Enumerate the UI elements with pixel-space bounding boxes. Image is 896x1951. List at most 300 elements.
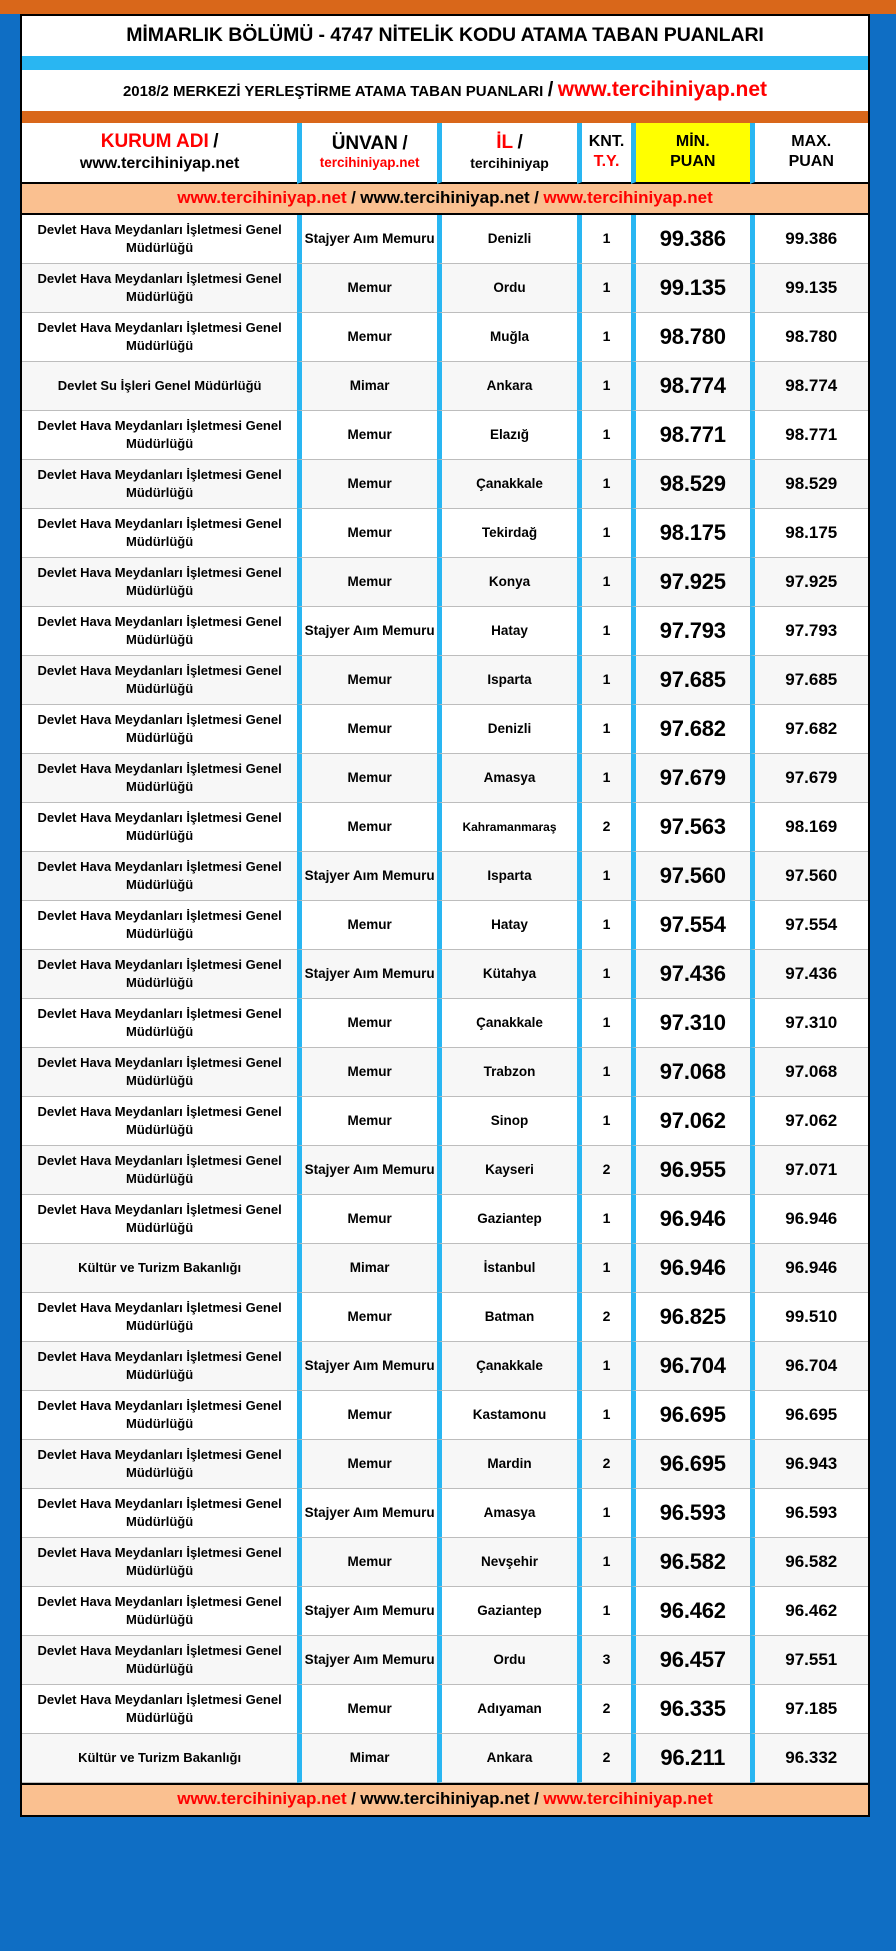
cell-min-puan <box>631 999 749 1048</box>
ad-banner-link-1[interactable]: www.tercihiniyap.net <box>177 187 347 207</box>
table-row <box>22 1146 868 1195</box>
cell-max-puan-text: 97.071 <box>785 1159 838 1179</box>
cell-max-puan <box>750 362 868 411</box>
cell-kontenjan <box>577 607 631 656</box>
ad-banner-row <box>22 184 868 215</box>
cell-il-text: Çanakkale <box>476 1014 543 1030</box>
cell-max-puan-text: 98.780 <box>785 326 838 346</box>
cell-max-puan <box>750 1538 868 1587</box>
cell-il-text: Çanakkale <box>476 475 543 491</box>
cell-min-puan <box>631 1685 749 1734</box>
column-header-il <box>437 123 577 184</box>
cell-unvan-text: Stajyer Aım Memuru <box>304 965 435 981</box>
table-row <box>22 1489 868 1538</box>
cell-min-puan <box>631 656 749 705</box>
cell-unvan-text: Memur <box>347 1063 392 1079</box>
cell-kurum-text: Devlet Hava Meydanları İşletmesi Genel Müdürlüğü <box>37 1397 282 1431</box>
table-header-row <box>22 123 868 184</box>
cell-il <box>437 509 577 558</box>
cell-il-text: Ordu <box>493 1651 526 1667</box>
cell-max-puan-text: 99.510 <box>785 1306 838 1326</box>
cell-unvan <box>297 1489 437 1538</box>
cell-max-puan-text: 97.560 <box>785 865 838 885</box>
cell-kurum-text: Devlet Hava Meydanları İşletmesi Genel Müdürlüğü <box>37 270 282 304</box>
cell-max-puan <box>750 264 868 313</box>
table-row <box>22 999 868 1048</box>
cell-kurum-text: Devlet Hava Meydanları İşletmesi Genel Müdürlüğü <box>37 858 282 892</box>
cell-kurum <box>22 1097 297 1146</box>
cell-min-puan-text: 96.335 <box>659 1695 726 1721</box>
cell-max-puan-text: 97.554 <box>785 914 838 934</box>
cell-kontenjan-text: 1 <box>602 1503 611 1520</box>
cell-kurum-text: Devlet Hava Meydanları İşletmesi Genel Müdürlüğü <box>37 319 282 353</box>
cell-il-text: Gaziantep <box>477 1602 542 1618</box>
cell-kurum-text: Devlet Hava Meydanları İşletmesi Genel Müdürlüğü <box>37 956 282 990</box>
cell-max-puan-text: 96.943 <box>785 1453 838 1473</box>
cell-min-puan-text: 98.774 <box>659 372 726 398</box>
table-row <box>22 1538 868 1587</box>
cell-min-puan <box>631 1734 749 1783</box>
cell-min-puan-text: 97.560 <box>659 862 726 888</box>
cell-il-text: Sinop <box>490 1112 529 1128</box>
cell-unvan-text: Memur <box>347 769 392 785</box>
cell-kurum <box>22 313 297 362</box>
cell-unvan-text: Memur <box>347 279 392 295</box>
cell-max-puan <box>750 1734 868 1783</box>
table-row <box>22 901 868 950</box>
cell-max-puan <box>750 558 868 607</box>
cell-kontenjan-text: 1 <box>602 376 611 393</box>
cell-max-puan-text: 98.529 <box>785 473 838 493</box>
cell-min-puan <box>631 313 749 362</box>
cell-il <box>437 264 577 313</box>
cell-min-puan-text: 97.685 <box>659 666 726 692</box>
cell-unvan <box>297 607 437 656</box>
cell-kurum <box>22 1636 297 1685</box>
cell-min-puan <box>631 362 749 411</box>
il-header-slash: / <box>517 132 523 154</box>
cell-kontenjan <box>577 411 631 460</box>
cell-unvan <box>297 1538 437 1587</box>
table-row <box>22 1048 868 1097</box>
cell-unvan-text: Mimar <box>349 1259 390 1275</box>
cell-max-puan-text: 96.946 <box>785 1208 838 1228</box>
subtitle-bar <box>20 70 870 111</box>
cell-min-puan <box>631 411 749 460</box>
cell-unvan-text: Stajyer Aım Memuru <box>304 622 435 638</box>
cell-kontenjan <box>577 754 631 803</box>
cell-kurum <box>22 1293 297 1342</box>
cell-il-text: Ordu <box>493 279 526 295</box>
footer-link-3[interactable]: www.tercihiniyap.net <box>543 1788 713 1808</box>
cell-il-text: Ankara <box>486 1749 533 1765</box>
cell-max-puan <box>750 1587 868 1636</box>
cell-kurum-text: Devlet Hava Meydanları İşletmesi Genel Müdürlüğü <box>37 221 282 255</box>
cell-min-puan-text: 96.582 <box>659 1548 726 1574</box>
cell-kurum-text: Devlet Hava Meydanları İşletmesi Genel Müdürlüğü <box>37 1054 282 1088</box>
ad-banner-sep-1: / <box>351 187 356 207</box>
cell-unvan-text: Stajyer Aım Memuru <box>304 1357 435 1373</box>
footer-link-2[interactable]: www.tercihiniyap.net <box>360 1788 530 1808</box>
column-header-min-puan <box>631 123 749 184</box>
cell-kurum-text: Kültür ve Turizm Bakanlığı <box>78 1259 242 1275</box>
subtitle-text: 2018/2 MERKEZİ YERLEŞTİRME ATAMA TABAN PUANLARI <box>122 83 544 100</box>
cell-kurum <box>22 950 297 999</box>
cell-unvan-text: Stajyer Aım Memuru <box>304 1504 435 1520</box>
cell-max-puan <box>750 901 868 950</box>
cell-kontenjan <box>577 558 631 607</box>
cell-kurum-text: Devlet Su İşleri Genel Müdürlüğü <box>57 377 262 393</box>
cell-unvan <box>297 1195 437 1244</box>
cell-il <box>437 1489 577 1538</box>
cell-il-text: Mardin <box>487 1455 532 1471</box>
cell-unvan <box>297 313 437 362</box>
cell-il-text: Kütahya <box>482 965 537 981</box>
cell-il-text: Amasya <box>483 769 536 785</box>
ad-banner-link-2[interactable]: www.tercihiniyap.net <box>360 187 530 207</box>
cell-min-puan-text: 99.386 <box>659 225 726 251</box>
cell-max-puan <box>750 950 868 999</box>
cell-max-puan-text: 96.332 <box>785 1747 838 1767</box>
cell-kurum-text: Devlet Hava Meydanları İşletmesi Genel Müdürlüğü <box>37 1152 282 1186</box>
cell-il <box>437 362 577 411</box>
cell-max-puan-text: 96.582 <box>785 1551 838 1571</box>
cell-kontenjan-text: 2 <box>602 1160 611 1177</box>
cell-kontenjan <box>577 264 631 313</box>
cell-max-puan <box>750 1293 868 1342</box>
cell-kurum-text: Devlet Hava Meydanları İşletmesi Genel Müdürlüğü <box>37 907 282 941</box>
cell-kurum-text: Devlet Hava Meydanları İşletmesi Genel Müdürlüğü <box>37 1005 282 1039</box>
cell-unvan-text: Mimar <box>349 1749 390 1765</box>
cell-il <box>437 1048 577 1097</box>
cell-max-puan <box>750 607 868 656</box>
table-row <box>22 264 868 313</box>
cell-unvan-text: Memur <box>347 818 392 834</box>
cell-min-puan <box>631 754 749 803</box>
cell-il-text: Elazığ <box>490 426 530 442</box>
cell-kontenjan <box>577 1734 631 1783</box>
cell-max-puan <box>750 1636 868 1685</box>
cell-unvan-text: Memur <box>347 1014 392 1030</box>
cell-min-puan-text: 96.593 <box>659 1499 726 1525</box>
max-header-sublabel: PUAN <box>788 152 834 170</box>
cell-max-puan-text: 97.793 <box>785 620 838 640</box>
table-row <box>22 1685 868 1734</box>
cell-max-puan-text: 97.682 <box>785 718 838 738</box>
cell-max-puan-text: 97.679 <box>785 767 838 787</box>
cell-kontenjan <box>577 313 631 362</box>
cell-kontenjan-text: 1 <box>602 1356 611 1373</box>
cell-kurum <box>22 803 297 852</box>
cell-min-puan-text: 96.704 <box>659 1352 726 1378</box>
cell-unvan <box>297 901 437 950</box>
cell-min-puan-text: 97.682 <box>659 715 726 741</box>
cell-min-puan-text: 96.457 <box>659 1646 726 1672</box>
table-body <box>22 215 868 1783</box>
cell-il <box>437 1097 577 1146</box>
cell-kontenjan-text: 1 <box>602 1111 611 1128</box>
cell-kurum <box>22 1734 297 1783</box>
cell-min-puan <box>631 1244 749 1293</box>
cell-max-puan-text: 97.310 <box>785 1012 838 1032</box>
cell-kurum <box>22 705 297 754</box>
cell-max-puan <box>750 705 868 754</box>
cell-il <box>437 558 577 607</box>
cell-max-puan <box>750 1391 868 1440</box>
column-header-max-puan <box>750 123 868 184</box>
cell-unvan <box>297 1636 437 1685</box>
cell-min-puan-text: 97.793 <box>659 617 726 643</box>
cell-min-puan <box>631 852 749 901</box>
cell-kontenjan-text: 1 <box>602 278 611 295</box>
cell-unvan <box>297 999 437 1048</box>
cell-max-puan-text: 97.436 <box>785 963 838 983</box>
cell-unvan <box>297 558 437 607</box>
footer-link-1[interactable]: www.tercihiniyap.net <box>177 1788 347 1808</box>
cell-min-puan <box>631 705 749 754</box>
cell-max-puan <box>750 1342 868 1391</box>
cell-unvan <box>297 1734 437 1783</box>
cell-min-puan-text: 97.554 <box>659 911 726 937</box>
cell-unvan <box>297 1685 437 1734</box>
footer-sep-2: / <box>534 1788 539 1808</box>
table-row <box>22 1097 868 1146</box>
table-row <box>22 509 868 558</box>
cell-kurum <box>22 264 297 313</box>
cell-unvan <box>297 362 437 411</box>
cell-kurum <box>22 411 297 460</box>
cell-il-text: Trabzon <box>483 1063 536 1079</box>
cell-kurum-text: Devlet Hava Meydanları İşletmesi Genel Müdürlüğü <box>37 417 282 451</box>
cell-min-puan-text: 97.436 <box>659 960 726 986</box>
cell-il-text: Denizli <box>487 230 532 246</box>
cell-min-puan <box>631 1587 749 1636</box>
cell-il-text: Konya <box>488 573 531 589</box>
cell-unvan <box>297 852 437 901</box>
cell-kontenjan <box>577 1293 631 1342</box>
cell-unvan <box>297 1391 437 1440</box>
cell-min-puan-text: 96.695 <box>659 1401 726 1427</box>
cell-max-puan <box>750 754 868 803</box>
kurum-header-label: KURUM ADI <box>100 131 209 152</box>
table-row <box>22 950 868 999</box>
cell-unvan <box>297 1048 437 1097</box>
cell-unvan <box>297 460 437 509</box>
il-header-label: İL <box>496 132 514 154</box>
cell-kontenjan-text: 1 <box>602 523 611 540</box>
cell-min-puan <box>631 1097 749 1146</box>
cell-unvan-text: Memur <box>347 1210 392 1226</box>
cell-kurum <box>22 607 297 656</box>
cell-kurum-text: Devlet Hava Meydanları İşletmesi Genel Müdürlüğü <box>37 1642 282 1676</box>
cell-kurum <box>22 1538 297 1587</box>
cell-kurum-text: Devlet Hava Meydanları İşletmesi Genel Müdürlüğü <box>37 1691 282 1725</box>
cell-unvan <box>297 705 437 754</box>
cell-kurum <box>22 656 297 705</box>
cell-min-puan-text: 98.780 <box>659 323 726 349</box>
cell-unvan-text: Memur <box>347 573 392 589</box>
cell-kurum-text: Devlet Hava Meydanları İşletmesi Genel Müdürlüğü <box>37 1201 282 1235</box>
cell-min-puan-text: 96.955 <box>659 1156 726 1182</box>
cell-kontenjan <box>577 362 631 411</box>
cell-il-text: Adıyaman <box>477 1700 542 1716</box>
cell-il-text: Isparta <box>487 867 532 883</box>
cell-min-puan-text: 98.529 <box>659 470 726 496</box>
cell-unvan <box>297 1293 437 1342</box>
knt-header-label: KNT. <box>588 132 625 150</box>
cell-kurum-text: Devlet Hava Meydanları İşletmesi Genel Müdürlüğü <box>37 1544 282 1578</box>
cell-max-puan-text: 96.462 <box>785 1600 838 1620</box>
cell-kontenjan-text: 1 <box>602 572 611 589</box>
page-title-bar <box>20 14 870 56</box>
cell-min-puan-text: 96.211 <box>660 1744 726 1770</box>
cell-il-text: Tekirdağ <box>481 524 538 540</box>
cell-unvan-text: Memur <box>347 475 392 491</box>
cell-min-puan-text: 99.135 <box>659 274 726 300</box>
cell-kontenjan-text: 2 <box>602 1699 611 1716</box>
cell-kurum <box>22 1244 297 1293</box>
ad-banner-link-3[interactable]: www.tercihiniyap.net <box>543 187 713 207</box>
cell-unvan <box>297 656 437 705</box>
cell-max-puan-text: 96.593 <box>785 1502 838 1522</box>
subtitle-site-link[interactable]: www.tercihiniyap.net <box>557 78 768 101</box>
cell-il-text: Amasya <box>483 1504 536 1520</box>
cell-kontenjan-text: 1 <box>602 474 611 491</box>
table-row <box>22 705 868 754</box>
footer-banner <box>20 1785 870 1817</box>
cell-max-puan <box>750 411 868 460</box>
cell-kontenjan <box>577 1538 631 1587</box>
cell-kurum-text: Devlet Hava Meydanları İşletmesi Genel Müdürlüğü <box>37 809 282 843</box>
cell-unvan-text: Memur <box>347 1112 392 1128</box>
cell-min-puan-text: 98.175 <box>659 519 726 545</box>
cell-kurum-text: Kültür ve Turizm Bakanlığı <box>78 1749 242 1765</box>
cell-kontenjan-text: 1 <box>602 327 611 344</box>
cell-kontenjan-text: 2 <box>602 1454 611 1471</box>
cell-kurum <box>22 509 297 558</box>
cell-il <box>437 1685 577 1734</box>
cell-unvan-text: Memur <box>347 916 392 932</box>
cell-kurum-text: Devlet Hava Meydanları İşletmesi Genel Müdürlüğü <box>37 1495 282 1529</box>
cell-unvan <box>297 1097 437 1146</box>
cell-il <box>437 705 577 754</box>
cell-kurum-text: Devlet Hava Meydanları İşletmesi Genel Müdürlüğü <box>37 1299 282 1333</box>
ty-header-label: T.Y. <box>593 152 620 170</box>
table-row <box>22 1734 868 1783</box>
cell-unvan-text: Memur <box>347 1700 392 1716</box>
cell-kurum-text: Devlet Hava Meydanları İşletmesi Genel Müdürlüğü <box>37 613 282 647</box>
footer-sep-1: / <box>351 1788 356 1808</box>
cell-max-puan <box>750 1195 868 1244</box>
cell-min-puan-text: 97.679 <box>659 764 726 790</box>
orange-divider-strip <box>20 111 870 123</box>
cell-min-puan <box>631 950 749 999</box>
cell-il-text: İstanbul <box>483 1259 536 1275</box>
cell-il-text: Batman <box>484 1308 535 1324</box>
cell-kurum <box>22 901 297 950</box>
cell-min-puan-text: 98.771 <box>659 421 726 447</box>
cell-max-puan-text: 97.185 <box>785 1698 838 1718</box>
cell-min-puan <box>631 1195 749 1244</box>
cell-kontenjan-text: 1 <box>602 1601 611 1618</box>
cell-max-puan <box>750 1489 868 1538</box>
cell-il-text: Nevşehir <box>480 1553 539 1569</box>
cell-max-puan-text: 97.062 <box>785 1110 838 1130</box>
cell-min-puan <box>631 509 749 558</box>
cell-kontenjan <box>577 999 631 1048</box>
cell-max-puan-text: 96.704 <box>785 1355 838 1375</box>
cell-max-puan-text: 98.774 <box>785 375 838 395</box>
cell-min-puan <box>631 1440 749 1489</box>
cell-max-puan <box>750 852 868 901</box>
cell-unvan <box>297 1244 437 1293</box>
column-header-kontenjan <box>577 123 631 184</box>
cell-unvan-text: Memur <box>347 1406 392 1422</box>
cell-kontenjan-text: 1 <box>602 425 611 442</box>
cell-kontenjan <box>577 1391 631 1440</box>
cell-kurum <box>22 1489 297 1538</box>
scores-table <box>20 123 870 1785</box>
cell-min-puan-text: 96.695 <box>659 1450 726 1476</box>
cell-kurum-text: Devlet Hava Meydanları İşletmesi Genel Müdürlüğü <box>37 1103 282 1137</box>
cell-unvan <box>297 215 437 264</box>
cell-unvan <box>297 1440 437 1489</box>
cell-kontenjan <box>577 803 631 852</box>
max-header-label: MAX. <box>791 132 832 150</box>
cell-min-puan-text: 97.925 <box>659 568 726 594</box>
cell-max-puan-text: 97.551 <box>785 1649 838 1669</box>
cell-kontenjan-text: 1 <box>602 229 611 246</box>
cell-kontenjan-text: 1 <box>602 866 611 883</box>
table-row <box>22 803 868 852</box>
cell-max-puan <box>750 313 868 362</box>
cell-kurum <box>22 1195 297 1244</box>
unvan-header-site: tercihiniyap.net <box>319 155 420 171</box>
cell-kurum-text: Devlet Hava Meydanları İşletmesi Genel Müdürlüğü <box>37 466 282 500</box>
cell-kontenjan <box>577 1587 631 1636</box>
cell-il <box>437 901 577 950</box>
table-row <box>22 1293 868 1342</box>
cell-kurum-text: Devlet Hava Meydanları İşletmesi Genel Müdürlüğü <box>37 1348 282 1382</box>
unvan-header-label: ÜNVAN <box>331 132 398 154</box>
cell-kurum <box>22 558 297 607</box>
cell-max-puan <box>750 509 868 558</box>
cell-max-puan <box>750 1685 868 1734</box>
top-orange-band <box>0 0 896 14</box>
cell-unvan-text: Stajyer Aım Memuru <box>304 1602 435 1618</box>
cell-il <box>437 852 577 901</box>
cell-unvan-text: Memur <box>347 1553 392 1569</box>
cell-kontenjan-text: 1 <box>602 621 611 638</box>
cell-il-text: Çanakkale <box>476 1357 543 1373</box>
cell-unvan <box>297 1146 437 1195</box>
table-row <box>22 607 868 656</box>
cell-kontenjan-text: 2 <box>602 1307 611 1324</box>
cell-unvan-text: Stajyer Aım Memuru <box>304 1161 435 1177</box>
cell-il-text: Ankara <box>486 377 533 393</box>
cell-kontenjan <box>577 901 631 950</box>
cell-kurum-text: Devlet Hava Meydanları İşletmesi Genel Müdürlüğü <box>37 1593 282 1627</box>
cell-max-puan-text: 96.695 <box>785 1404 838 1424</box>
cell-kontenjan-text: 1 <box>602 915 611 932</box>
cell-il <box>437 460 577 509</box>
cell-il-text: Isparta <box>487 671 532 687</box>
cell-unvan <box>297 1342 437 1391</box>
cell-unvan-text: Memur <box>347 426 392 442</box>
cell-max-puan-text: 96.946 <box>785 1257 838 1277</box>
cell-il-text: Kastamonu <box>472 1406 547 1422</box>
cell-il <box>437 607 577 656</box>
